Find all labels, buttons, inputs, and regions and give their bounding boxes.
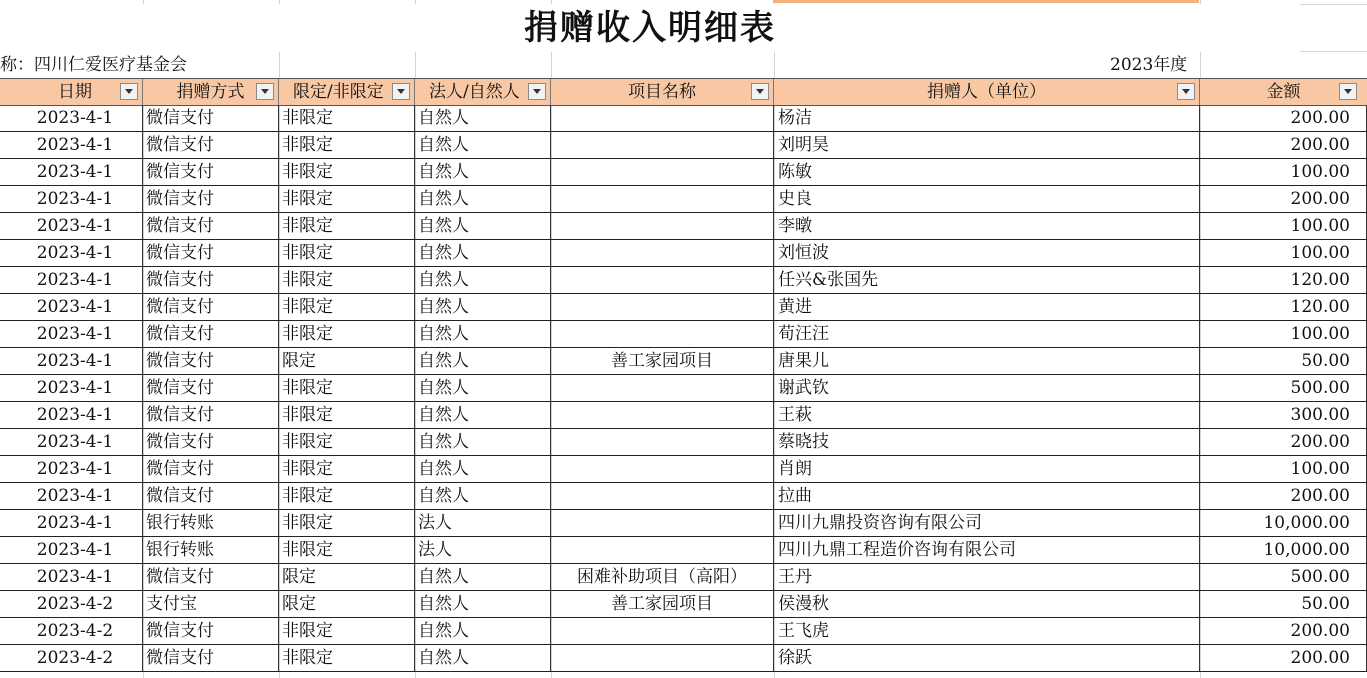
amount-cell[interactable]: 500.00 — [1200, 564, 1367, 590]
method-cell[interactable]: 微信支付 — [143, 429, 279, 455]
table-row — [0, 537, 1367, 564]
date-cell[interactable]: 2023-4-2 — [0, 645, 143, 671]
restrict-cell[interactable]: 非限定 — [279, 321, 415, 347]
date-cell[interactable]: 2023-4-1 — [0, 429, 143, 455]
type-cell[interactable]: 自然人 — [415, 618, 551, 644]
donor-cell[interactable]: 史良 — [774, 186, 1200, 212]
filter-dropdown-icon[interactable] — [751, 83, 769, 100]
method-cell[interactable]: 微信支付 — [143, 348, 279, 374]
project-cell[interactable] — [551, 402, 774, 428]
type-cell[interactable]: 自然人 — [415, 186, 551, 212]
donor-cell[interactable]: 李暾 — [774, 213, 1200, 239]
method-cell[interactable]: 微信支付 — [143, 645, 279, 671]
type-cell[interactable]: 法人 — [415, 537, 551, 563]
amount-cell[interactable]: 120.00 — [1200, 294, 1367, 320]
donor-cell[interactable]: 王萩 — [774, 402, 1200, 428]
method-cell[interactable]: 微信支付 — [143, 483, 279, 509]
project-cell[interactable] — [551, 240, 774, 266]
donor-cell[interactable]: 荀汪汪 — [774, 321, 1200, 347]
restrict-cell[interactable]: 非限定 — [279, 618, 415, 644]
restrict-cell[interactable]: 非限定 — [279, 294, 415, 320]
amount-cell[interactable]: 100.00 — [1200, 456, 1367, 482]
type-cell[interactable]: 自然人 — [415, 132, 551, 158]
date-cell[interactable]: 2023-4-1 — [0, 105, 143, 131]
table-row — [0, 564, 1367, 591]
method-cell[interactable]: 微信支付 — [143, 456, 279, 482]
project-cell[interactable] — [551, 510, 774, 536]
restrict-cell[interactable]: 限定 — [279, 564, 415, 590]
restrict-cell[interactable]: 非限定 — [279, 105, 415, 131]
restrict-cell[interactable]: 非限定 — [279, 456, 415, 482]
selected-cell-accent — [773, 0, 1199, 3]
method-cell[interactable]: 微信支付 — [143, 132, 279, 158]
date-cell[interactable]: 2023-4-1 — [0, 537, 143, 563]
project-cell[interactable] — [551, 105, 774, 131]
table-row — [0, 348, 1367, 375]
header-type[interactable]: 法人/自然人 — [415, 79, 551, 105]
donor-cell[interactable]: 王飞虎 — [774, 618, 1200, 644]
project-cell[interactable] — [551, 645, 774, 671]
type-cell[interactable]: 自然人 — [415, 159, 551, 185]
amount-cell[interactable]: 50.00 — [1200, 591, 1367, 617]
amount-cell[interactable]: 10,000.00 — [1200, 510, 1367, 536]
table-row — [0, 267, 1367, 294]
filter-dropdown-icon[interactable] — [256, 83, 274, 100]
restrict-cell[interactable]: 非限定 — [279, 267, 415, 293]
donor-cell[interactable]: 徐跃 — [774, 645, 1200, 671]
amount-cell[interactable]: 120.00 — [1200, 267, 1367, 293]
method-cell[interactable]: 微信支付 — [143, 267, 279, 293]
type-cell[interactable]: 法人 — [415, 510, 551, 536]
date-cell[interactable]: 2023-4-1 — [0, 294, 143, 320]
amount-cell[interactable]: 500.00 — [1200, 375, 1367, 401]
method-cell[interactable]: 微信支付 — [143, 294, 279, 320]
date-cell[interactable]: 2023-4-1 — [0, 564, 143, 590]
donor-cell[interactable]: 杨洁 — [774, 105, 1200, 131]
table-row — [0, 402, 1367, 429]
filter-dropdown-icon[interactable] — [120, 83, 138, 100]
project-cell[interactable]: 困难补助项目（高阳） — [551, 564, 774, 590]
amount-cell[interactable]: 200.00 — [1200, 483, 1367, 509]
restrict-cell[interactable]: 非限定 — [279, 240, 415, 266]
method-cell[interactable]: 微信支付 — [143, 564, 279, 590]
project-cell[interactable] — [551, 618, 774, 644]
restrict-cell[interactable]: 非限定 — [279, 510, 415, 536]
restrict-cell[interactable]: 非限定 — [279, 375, 415, 401]
project-cell[interactable] — [551, 213, 774, 239]
donor-cell[interactable]: 侯漫秋 — [774, 591, 1200, 617]
amount-cell[interactable]: 50.00 — [1200, 348, 1367, 374]
project-cell[interactable] — [551, 483, 774, 509]
date-cell[interactable]: 2023-4-1 — [0, 186, 143, 212]
restrict-cell[interactable]: 非限定 — [279, 402, 415, 428]
type-cell[interactable]: 自然人 — [415, 321, 551, 347]
restrict-cell[interactable]: 非限定 — [279, 159, 415, 185]
header-amount[interactable]: 金额 — [1266, 82, 1301, 102]
donor-cell[interactable]: 蔡晓技 — [774, 429, 1200, 455]
project-cell[interactable] — [551, 267, 774, 293]
date-cell[interactable]: 2023-4-1 — [0, 456, 143, 482]
table-row — [0, 105, 1367, 132]
restrict-cell[interactable]: 非限定 — [279, 483, 415, 509]
donor-cell[interactable]: 四川九鼎投资咨询有限公司 — [774, 510, 1200, 536]
type-cell[interactable]: 自然人 — [415, 294, 551, 320]
type-cell[interactable]: 自然人 — [415, 564, 551, 590]
donor-cell[interactable]: 刘恒波 — [774, 240, 1200, 266]
restrict-cell[interactable]: 非限定 — [279, 186, 415, 212]
amount-cell[interactable]: 200.00 — [1200, 429, 1367, 455]
org-name-cell[interactable]: 称：四川仁爱医疗基金会 — [0, 52, 193, 78]
type-cell[interactable]: 自然人 — [415, 645, 551, 671]
type-cell[interactable]: 自然人 — [415, 402, 551, 428]
table-row — [0, 456, 1367, 483]
type-cell[interactable]: 自然人 — [415, 591, 551, 617]
method-cell[interactable]: 微信支付 — [143, 159, 279, 185]
filter-dropdown-icon[interactable] — [1177, 83, 1195, 100]
project-cell[interactable] — [551, 537, 774, 563]
method-cell[interactable]: 微信支付 — [143, 402, 279, 428]
date-cell[interactable]: 2023-4-1 — [0, 213, 143, 239]
header-restrict[interactable]: 限定/非限定 — [279, 79, 415, 105]
table-row — [0, 375, 1367, 402]
filter-dropdown-icon[interactable] — [528, 83, 546, 100]
type-cell[interactable]: 自然人 — [415, 483, 551, 509]
date-cell[interactable]: 2023-4-1 — [0, 402, 143, 428]
donor-cell[interactable]: 陈敏 — [774, 159, 1200, 185]
donor-cell[interactable]: 拉曲 — [774, 483, 1200, 509]
project-cell[interactable] — [551, 159, 774, 185]
type-cell[interactable]: 自然人 — [415, 348, 551, 374]
project-cell[interactable]: 善工家园项目 — [551, 348, 774, 374]
donor-cell[interactable]: 肖朗 — [774, 456, 1200, 482]
header-project[interactable]: 项目名称 — [551, 79, 774, 105]
method-cell[interactable]: 微信支付 — [143, 105, 279, 131]
amount-cell[interactable]: 200.00 — [1200, 186, 1367, 212]
restrict-cell[interactable]: 非限定 — [279, 213, 415, 239]
table-row — [0, 213, 1367, 240]
date-cell[interactable]: 2023-4-1 — [0, 510, 143, 536]
project-cell[interactable] — [551, 294, 774, 320]
date-cell[interactable]: 2023-4-1 — [0, 348, 143, 374]
header-method[interactable]: 捐赠方式 — [143, 79, 279, 105]
type-cell[interactable]: 自然人 — [415, 240, 551, 266]
date-cell[interactable]: 2023-4-1 — [0, 159, 143, 185]
date-cell[interactable]: 2023-4-2 — [0, 618, 143, 644]
table-row — [0, 321, 1367, 348]
table-header-row — [0, 78, 1367, 106]
restrict-cell[interactable]: 非限定 — [279, 645, 415, 671]
amount-cell[interactable]: 200.00 — [1200, 645, 1367, 671]
amount-cell[interactable]: 100.00 — [1200, 240, 1367, 266]
table-body — [0, 105, 1367, 672]
date-cell[interactable]: 2023-4-1 — [0, 375, 143, 401]
project-cell[interactable] — [551, 375, 774, 401]
method-cell[interactable]: 微信支付 — [143, 618, 279, 644]
amount-cell[interactable]: 10,000.00 — [1200, 537, 1367, 563]
restrict-cell[interactable]: 限定 — [279, 591, 415, 617]
type-cell[interactable]: 自然人 — [415, 375, 551, 401]
table-row — [0, 159, 1367, 186]
table-row — [0, 132, 1367, 159]
method-cell[interactable]: 微信支付 — [143, 321, 279, 347]
project-cell[interactable] — [551, 456, 774, 482]
method-cell[interactable]: 微信支付 — [143, 240, 279, 266]
amount-cell[interactable]: 200.00 — [1200, 105, 1367, 131]
method-cell[interactable]: 微信支付 — [143, 375, 279, 401]
donor-cell[interactable]: 黄进 — [774, 294, 1200, 320]
donor-cell[interactable]: 四川九鼎工程造价咨询有限公司 — [774, 537, 1200, 563]
date-cell[interactable]: 2023-4-1 — [0, 240, 143, 266]
type-cell[interactable]: 自然人 — [415, 429, 551, 455]
restrict-cell[interactable]: 限定 — [279, 348, 415, 374]
date-cell[interactable]: 2023-4-1 — [0, 132, 143, 158]
method-cell[interactable]: 银行转账 — [143, 537, 279, 563]
amount-cell[interactable]: 300.00 — [1200, 402, 1367, 428]
amount-cell[interactable]: 100.00 — [1200, 321, 1367, 347]
donor-cell[interactable]: 任兴&张国先 — [774, 267, 1200, 293]
amount-cell[interactable]: 100.00 — [1200, 213, 1367, 239]
filter-dropdown-icon[interactable] — [1339, 83, 1357, 100]
header-donor[interactable]: 捐赠人（单位） — [774, 79, 1200, 105]
table-row — [0, 591, 1367, 618]
amount-cell[interactable]: 100.00 — [1200, 159, 1367, 185]
type-cell[interactable]: 自然人 — [415, 267, 551, 293]
table-row — [0, 240, 1367, 267]
donor-cell[interactable]: 谢武钦 — [774, 375, 1200, 401]
project-cell[interactable] — [551, 186, 774, 212]
method-cell[interactable]: 微信支付 — [143, 186, 279, 212]
table-row — [0, 186, 1367, 213]
donor-cell[interactable]: 刘明昊 — [774, 132, 1200, 158]
type-cell[interactable]: 自然人 — [415, 456, 551, 482]
year-cell[interactable]: 2023年度 — [1110, 55, 1188, 75]
date-cell[interactable]: 2023-4-1 — [0, 483, 143, 509]
project-cell[interactable] — [551, 321, 774, 347]
donor-cell[interactable]: 唐果儿 — [774, 348, 1200, 374]
type-cell[interactable]: 自然人 — [415, 213, 551, 239]
table-row — [0, 510, 1367, 537]
table-row — [0, 483, 1367, 510]
restrict-cell[interactable]: 非限定 — [279, 537, 415, 563]
table-row — [0, 429, 1367, 456]
sheet-title[interactable]: 捐赠收入明细表 — [0, 4, 1300, 52]
header-date[interactable]: 日期 — [0, 79, 143, 105]
donor-cell[interactable]: 王丹 — [774, 564, 1200, 590]
date-cell[interactable]: 2023-4-1 — [0, 267, 143, 293]
date-cell[interactable]: 2023-4-2 — [0, 591, 143, 617]
table-row — [0, 645, 1367, 672]
method-cell[interactable]: 银行转账 — [143, 510, 279, 536]
restrict-cell[interactable]: 非限定 — [279, 429, 415, 455]
table-row — [0, 294, 1367, 321]
date-cell[interactable]: 2023-4-1 — [0, 321, 143, 347]
filter-dropdown-icon[interactable] — [392, 83, 410, 100]
project-cell[interactable] — [551, 132, 774, 158]
table-row — [0, 618, 1367, 645]
amount-cell[interactable]: 200.00 — [1200, 618, 1367, 644]
amount-cell[interactable]: 200.00 — [1200, 132, 1367, 158]
project-cell[interactable] — [551, 429, 774, 455]
type-cell[interactable]: 自然人 — [415, 105, 551, 131]
method-cell[interactable]: 支付宝 — [143, 591, 279, 617]
project-cell[interactable]: 善工家园项目 — [551, 591, 774, 617]
method-cell[interactable]: 微信支付 — [143, 213, 279, 239]
restrict-cell[interactable]: 非限定 — [279, 132, 415, 158]
